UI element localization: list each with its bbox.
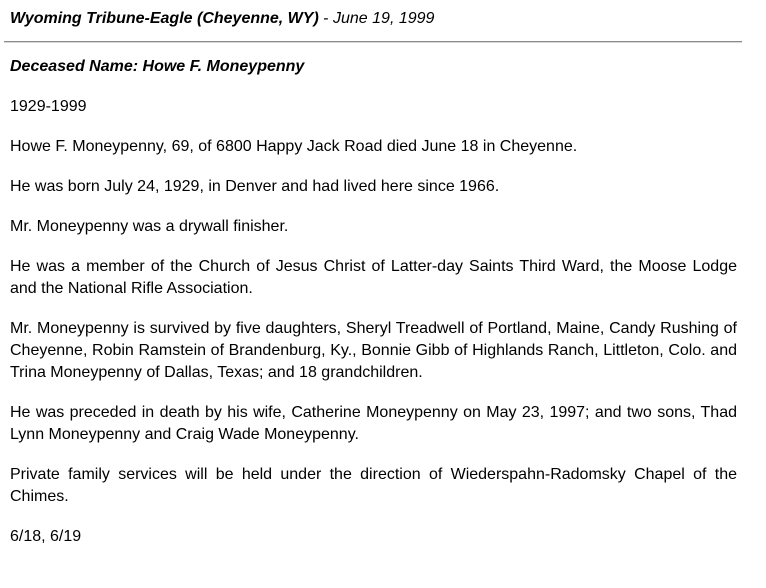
article-header bbox=[10, 8, 434, 30]
deceased-name-heading: Deceased Name: Howe F. Moneypenny bbox=[10, 58, 305, 75]
obituary-paragraph: Mr. Moneypenny was a drywall finisher. bbox=[10, 218, 289, 235]
header-divider bbox=[4, 41, 742, 43]
obituary-paragraph: Private family services will be held under the direction of Wiederspahn-Radomsky Chapel of the Chimes. bbox=[10, 466, 737, 505]
life-years: 1929-1999 bbox=[10, 98, 87, 115]
publication-name: Wyoming Tribune-Eagle (Cheyenne, WY) bbox=[10, 10, 319, 27]
obituary-paragraph: He was preceded in death by his wife, Catherine Moneypenny on May 23, 1997; and two sons, Thad Lynn Moneypenny and Craig Wade Moneypenny. bbox=[10, 404, 737, 443]
obituary-paragraph: Mr. Moneypenny is survived by five daughters, Sheryl Treadwell of Portland, Maine, Candy Rushing of Cheyenne, Robin Ramstein of Brandenburg, Ky., Bonnie Gibb of Highlands Ranch, Littleton, Colo. and Trina Moneypenny of Dallas, Texas; and 18 grandchildren. bbox=[10, 320, 737, 381]
header-separator: - bbox=[318, 10, 333, 27]
run-dates: 6/18, 6/19 bbox=[10, 528, 82, 545]
obituary-paragraph: Howe F. Moneypenny, 69, of 6800 Happy Jack Road died June 18 in Cheyenne. bbox=[10, 138, 578, 155]
publication-date: June 19, 1999 bbox=[333, 10, 435, 27]
obituary-body bbox=[10, 56, 737, 566]
obituary-paragraph: He was a member of the Church of Jesus Christ of Latter-day Saints Third Ward, the Moose Lodge and the National Rifle Association. bbox=[10, 258, 737, 297]
obituary-paragraph: He was born July 24, 1929, in Denver and had lived here since 1966. bbox=[10, 178, 500, 195]
